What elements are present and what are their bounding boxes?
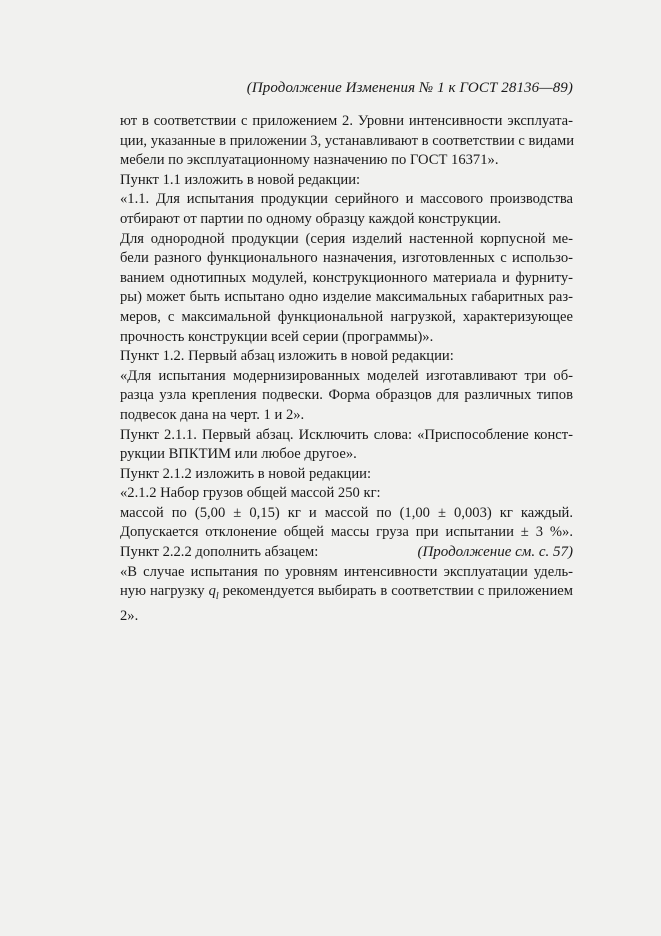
text-line: ции, указанные в приложении 3, устанавливают в соответствии с видами bbox=[120, 132, 575, 149]
text-line: «В случае испытания по уровням интенсивности эксплуатации удель- bbox=[120, 563, 573, 580]
page-footer: (Продолжение см. с. 57) bbox=[417, 544, 573, 560]
text-line: Пункт 1.1 изложить в новой редакции: bbox=[120, 171, 361, 188]
text-line: ную нагрузку $q_l$ рекомендуется выбирать в соответствии с приложением bbox=[120, 583, 573, 603]
page-header: (Продолжение Изменения № 1 к ГОСТ 28136—89) bbox=[246, 80, 573, 96]
text-line: Для однородной продукции (серия изделий настенной корпусной ме- bbox=[120, 230, 573, 247]
text-line: ры) может быть испытано одно изделие максимальных габаритных раз- bbox=[120, 289, 573, 306]
text-line: рукции ВПКТИМ или любое другое». bbox=[120, 446, 357, 463]
text-line: Пункт 2.2.2 дополнить абзацем: bbox=[120, 544, 319, 561]
text-line: подвесок дана на черт. 1 и 2». bbox=[120, 406, 305, 423]
text-line: «2.1.2 Набор грузов общей массой 250 кг: bbox=[120, 485, 381, 502]
text-line: Пункт 2.1.1. Первый абзац. Исключить слова: «Приспособление конст- bbox=[120, 426, 573, 443]
text-line: Пункт 2.1.2 изложить в новой редакции: bbox=[120, 465, 372, 482]
text-line: Пункт 1.2. Первый абзац изложить в новой редакции: bbox=[120, 348, 454, 365]
text-line: мебели по эксплуатационному назначению по ГОСТ 16371». bbox=[120, 152, 499, 169]
text-line: Допускается отклонение общей массы груза при испытании ± 3 %». bbox=[120, 524, 573, 541]
text-line: меров, с максимальной функциональной нагрузкой, характеризующее bbox=[120, 308, 573, 325]
text-line: ют в соответствии с приложением 2. Уровни интенсивности эксплуата- bbox=[120, 113, 573, 129]
text-line: 2». bbox=[120, 607, 139, 624]
text-line: массой по (5,00 ± 0,15) кг и массой по (1,00 ± 0,003) кг каждый. bbox=[120, 504, 573, 521]
text-line: прочность конструкции всей серии (программы)». bbox=[120, 328, 434, 345]
text-line: отбирают от партии по одному образцу каждой конструкции. bbox=[120, 210, 502, 227]
text-line: «1.1. Для испытания продукции серийного и массового производства bbox=[120, 191, 573, 208]
text-line: ванием однотипных модулей, конструкционного материала и фурниту- bbox=[120, 269, 573, 286]
text-line: бели разного функционального назначения, изготовленных с использо- bbox=[120, 250, 573, 267]
text-line: «Для испытания модернизированных моделей изготавливают три об- bbox=[120, 367, 573, 384]
text-line: разца узла крепления подвески. Форма образцов для различных типов bbox=[120, 387, 573, 404]
